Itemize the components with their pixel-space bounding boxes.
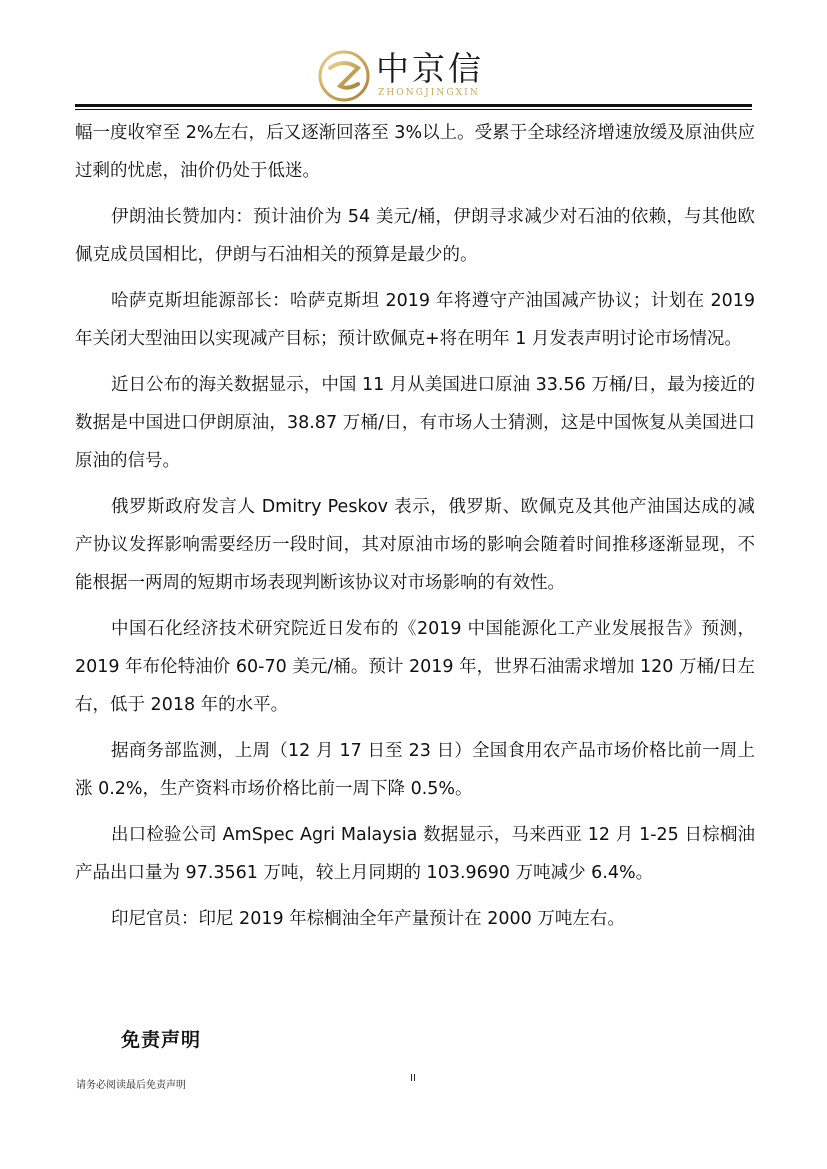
document-body xyxy=(75,114,755,938)
paragraph: 哈萨克斯坦能源部长：哈萨克斯坦 2019 年将遵守产油国减产协议；计划在 2019 年关闭大型油田以实现减产目标；预计欧佩克+将在明年 1 月发表声明讨论市场情况。 xyxy=(75,291,755,349)
paragraph: 俄罗斯政府发言人 Dmitry Peskov 表示，俄罗斯、欧佩克及其他产油国达成的减产协议发挥影响需要经历一段时间，其对原油市场的影响会随着时间推移逐渐显现，不能根据一两周的短期市场表现判断该协议对市场影响的有效性。 xyxy=(75,497,755,593)
logo-english-name: ZHONGJINGXIN xyxy=(378,88,480,98)
paragraph: 幅一度收窄至 2%左右，后又逐渐回落至 3%以上。受累于全球经济增速放缓及原油供应过剩的忧虑，油价仍处于低迷。 xyxy=(75,123,755,181)
logo-emblem-icon xyxy=(318,50,370,102)
header-rule-thick xyxy=(75,104,752,107)
paragraph: 据商务部监测，上周（12 月 17 日至 23 日）全国食用农产品市场价格比前一周上涨 0.2%，生产资料市场价格比前一周下降 0.5%。 xyxy=(75,741,755,799)
paragraph: 出口检验公司 AmSpec Agri Malaysia 数据显示，马来西亚 12 月 1-25 日棕榈油产品出口量为 97.3561 万吨，较上月同期的 103.9690 万吨减少 6.4%。 xyxy=(75,825,755,883)
footer-note: 请务必阅读最后免责声明 xyxy=(76,1080,186,1091)
page-header xyxy=(0,0,827,110)
logo-chinese-name: 中京信 xyxy=(376,49,484,88)
company-logo xyxy=(318,50,508,102)
paragraph: 印尼官员：印尼 2019 年棕榈油全年产量预计在 2000 万吨左右。 xyxy=(111,909,625,929)
paragraph: 伊朗油长赞加内：预计油价为 54 美元/桶，伊朗寻求减少对石油的依赖，与其他欧佩克成员国相比，伊朗与石油相关的预算是最少的。 xyxy=(75,207,755,265)
paragraph: 近日公布的海关数据显示，中国 11 月从美国进口原油 33.56 万桶/日，最为接近的数据是中国进口伊朗原油，38.87 万桶/日，有市场人士猜测，这是中国恢复从美国进口原油的信号。 xyxy=(75,375,755,471)
header-rule-thin xyxy=(75,109,752,110)
page-number: II xyxy=(410,1073,416,1084)
paragraph: 中国石化经济技术研究院近日发布的《2019 中国能源化工产业发展报告》预测，2019 年布伦特油价 60-70 美元/桶。预计 2019 年，世界石油需求增加 120 万桶/日左右，低于 2018 年的水平。 xyxy=(75,619,755,715)
disclaimer-heading: 免责声明 xyxy=(121,1029,202,1051)
